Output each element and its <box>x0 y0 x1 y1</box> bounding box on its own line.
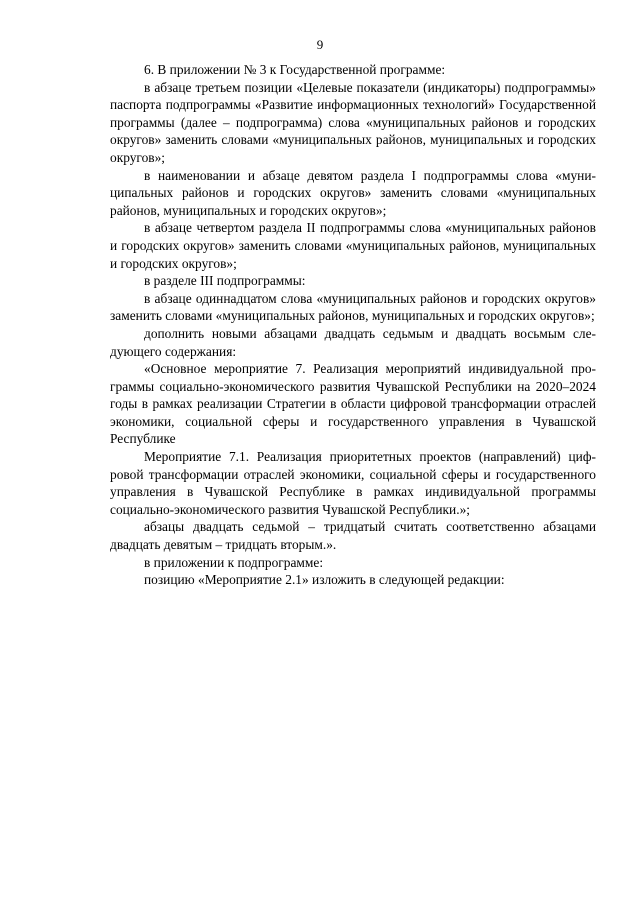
paragraph-target-indicators: в абзаце третьем позиции «Целевые показатели (индикаторы) подпрограммы» паспорта подпрограммы «Развитие информационных технологий» Государственной программы (далее – подпрограмма) слова «муниципальных районов и городских округов» заменить словами «муниципальных районов, муниципальных и городских округов»; <box>110 79 596 165</box>
page-number: 9 <box>316 37 324 52</box>
paragraph-section-1: в наименовании и абзаце девятом раздела I подпрограммы слова «муниципальных районов и городских округов» заменить словами «муниципальных районов, муниципальных и городских округов»; <box>110 167 596 218</box>
paragraph-add-new-paragraphs: дополнить новыми абзацами двадцать седьмым и двадцать восьмым следующего содержания: <box>110 325 596 359</box>
paragraph-section-3-eleventh: в абзаце одиннадцатом слова «муниципальных районов и городских округов» заменить словами «муниципальных районов, муниципальных и городских округов»; <box>110 290 596 324</box>
paragraph-activity-7-1: Мероприятие 7.1. Реализация приоритетных проектов (направлений) цифровой трансформации отраслей экономики, социальной сферы и государственного управления в Чувашской Республике в рамках индивидуальной программы социально-экономического развития Чувашской Республики.»; <box>110 449 596 517</box>
document-body <box>110 61 596 589</box>
paragraph-main-activity-7: «Основное мероприятие 7. Реализация мероприятий индивидуальной программы социально-экономического развития Чувашской Республики на 2020–2024 годы в рамках реализации Стратегии в области цифровой трансформации отраслей экономики, социальной сферы и государственного управления в Чувашской Республике <box>110 361 596 447</box>
paragraph-appendix-3-intro: 6. В приложении № 3 к Государственной программе: <box>144 62 446 77</box>
paragraph-section-3-intro: в разделе III подпрограммы: <box>144 273 306 289</box>
paragraph-renumbering: абзацы двадцать седьмой – тридцатый считать соответственно абзацами двадцать девятым – тридцать вторым.». <box>110 519 596 553</box>
paragraph-section-2: в абзаце четвертом раздела II подпрограммы слова «муниципальных районов и городских округов» заменить словами «муниципальных районов, муниципальных и городских округов»; <box>110 220 596 271</box>
paragraph-appendix-intro: в приложении к подпрограмме: <box>144 554 324 570</box>
paragraph-activity-2-1: позицию «Мероприятие 2.1» изложить в следующей редакции: <box>144 572 505 588</box>
